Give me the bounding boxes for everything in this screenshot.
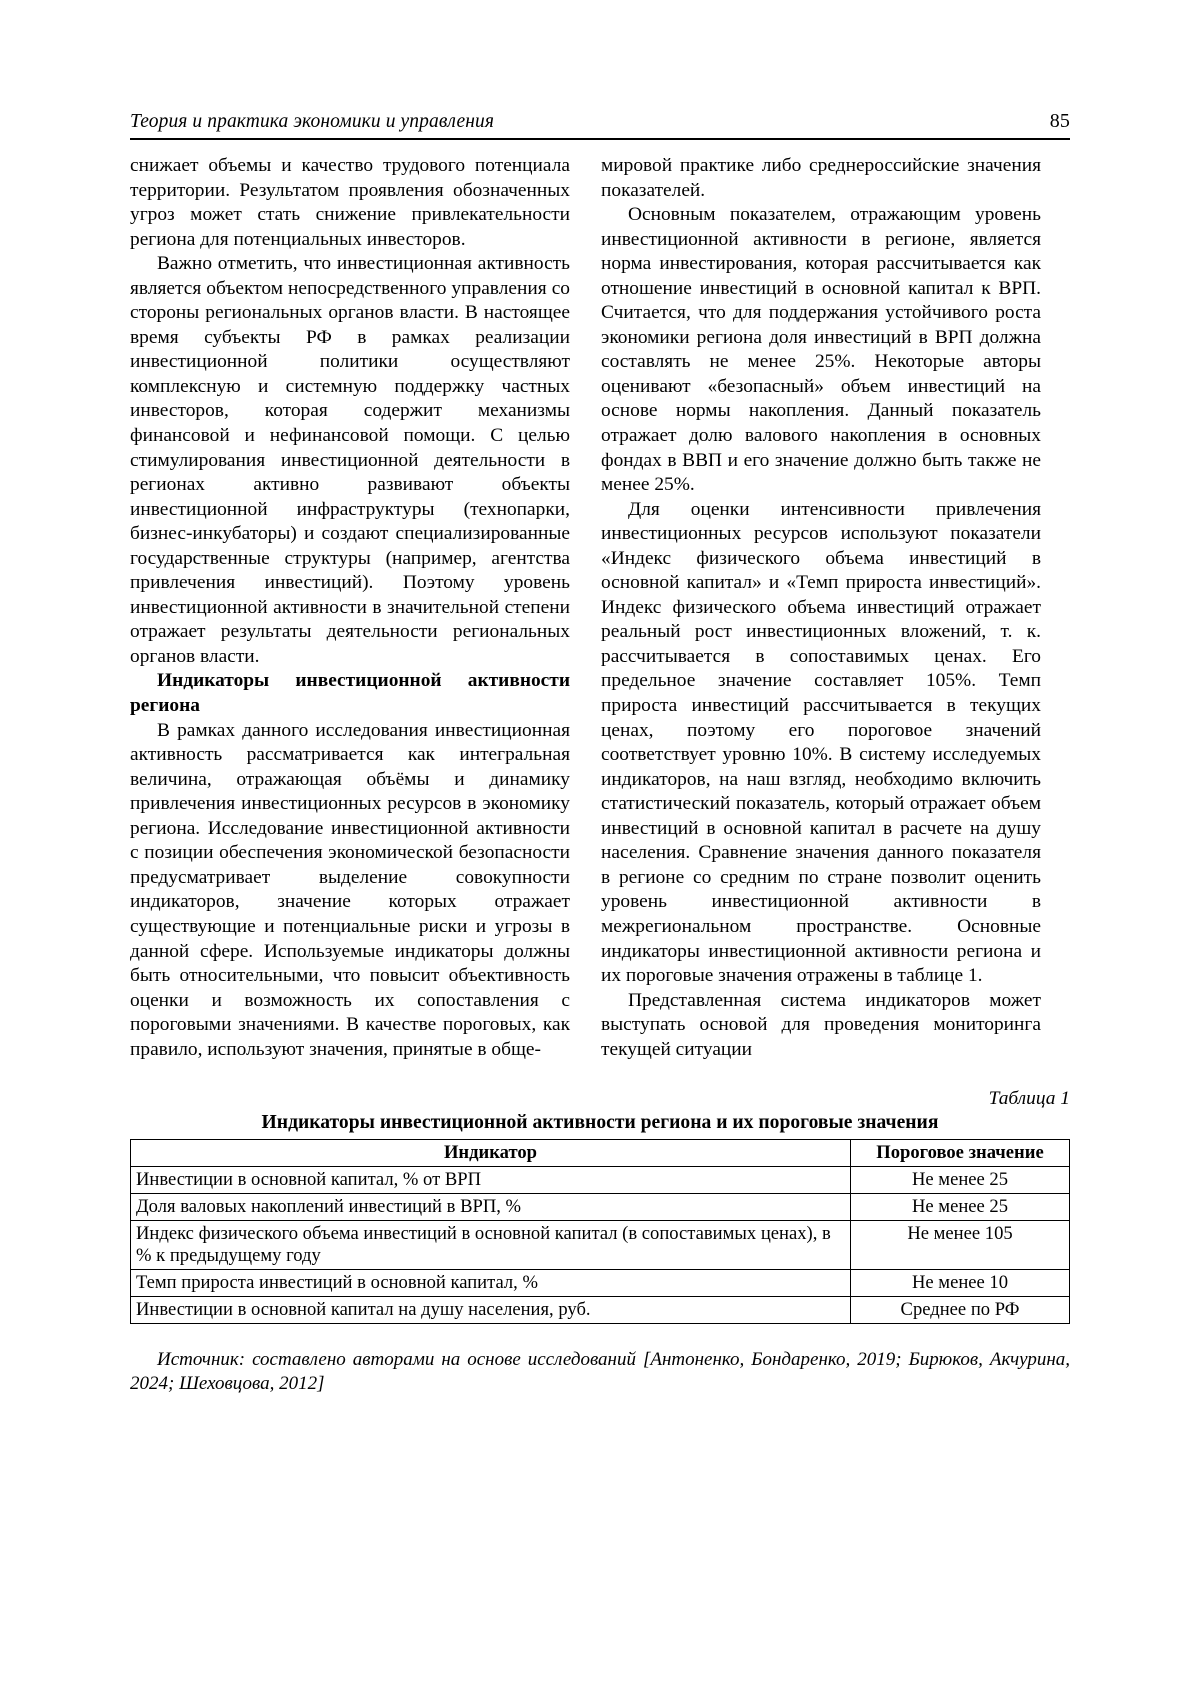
header-divider xyxy=(130,138,1070,140)
page-number: 85 xyxy=(1049,110,1070,132)
paragraph: Для оценки интенсивности привлечения инвестиционных ресурсов используют показатели «Индекс физического объема инвестиций в основной капитал» и «Темп прироста инвестиций». Индекс физического объема инвестиций отражает реальный рост инвестиционных вложений, т. к. рассчитывается в сопоставимых ценах. Его предельное значение составляет 105%. Темп прироста инвестиций рассчитывается в текущих ценах, поэтому его пороговое значений соответствует уровню 10%. В систему исследуемых индикаторов, на наш взгляд, необходимо включить статистический показатель, который отражает объем инвестиций в основной капитал в расчете на душу населения. Сравнение значения данного показателя в регионе со средним по стране позволит оценить уровень инвестиционной активности в межрегиональном пространстве. Основные индикаторы инвестиционной активности региона и их пороговые значения отражены в таблице 1. xyxy=(601,498,1041,987)
paragraph: мировой практике либо среднероссийские значения показателей. xyxy=(601,155,1041,201)
cell-threshold: Не менее 25 xyxy=(851,1194,1070,1221)
table-row xyxy=(131,1221,1070,1270)
table-row xyxy=(131,1269,1070,1296)
cell-indicator: Индекс физического объема инвестиций в основной капитал (в сопоставимых ценах), в % к предыдущему году xyxy=(131,1221,851,1270)
table-row xyxy=(131,1167,1070,1194)
table-caption: Таблица 1 xyxy=(988,1088,1070,1110)
paragraph: В рамках данного исследования инвестиционная активность рассматривается как интегральная величина, отражающая объёмы и динамику привлечения инвестиционных ресурсов в экономику региона. Исследование инвестиционной активности с позиции обеспечения экономической безопасности предусматривает выделение совокупности индикаторов, значение которых отражает существующие и потенциальные риски и угрозы в данной сфере. Используемые индикаторы должны быть относительными, что повысит объективность оценки и возможность их сопоставления с пороговыми значениями. В качестве пороговых, как правило, используют значения, принятые в обще- xyxy=(130,719,570,1060)
cell-threshold: Не менее 25 xyxy=(851,1167,1070,1194)
indicators-table xyxy=(130,1139,1070,1324)
section-heading: Индикаторы инвестиционной активности региона xyxy=(130,670,570,717)
cell-indicator: Темп прироста инвестиций в основной капитал, % xyxy=(131,1269,851,1296)
table-header-row xyxy=(131,1140,1070,1167)
table-row xyxy=(131,1194,1070,1221)
left-column xyxy=(130,154,570,1062)
cell-threshold: Не менее 105 xyxy=(851,1221,1070,1270)
table-title: Индикаторы инвестиционной активности региона и их пороговые значения xyxy=(261,1112,939,1134)
right-column xyxy=(601,154,1041,1062)
paragraph: Основным показателем, отражающим уровень инвестиционной активности в регионе, является норма инвестирования, которая рассчитывается как отношение инвестиций в основной капитал к ВРП. Считается, что для поддержания устойчивого роста экономики региона доля инвестиций в ВРП должна составлять не менее 25%. Некоторые авторы оценивают «безопасный» объем инвестиций на основе нормы накопления. Данный показатель отражает долю валового накопления в основных фондах в ВВП и его значение должно быть также не менее 25%. xyxy=(601,204,1041,496)
page-header xyxy=(130,110,1070,133)
column-header-threshold: Пороговое значение xyxy=(851,1140,1070,1167)
cell-indicator: Инвестиции в основной капитал, % от ВРП xyxy=(131,1167,851,1194)
paragraph: снижает объемы и качество трудового потенциала территории. Результатом проявления обозначенных угроз может стать снижение привлекательности региона для потенциальных инвесторов. xyxy=(130,155,570,250)
paragraph: Важно отметить, что инвестиционная активность является объектом непосредственного управления со стороны региональных органов власти. В настоящее время субъекты РФ в рамках реализации инвестиционной политики осуществляют комплексную и системную поддержку частных инвесторов, которая содержит механизмы финансовой и нефинансовой помощи. С целью стимулирования инвестиционной деятельности в регионах активно развивают объекты инвестиционной инфраструктуры (технопарки, бизнес-инкубаторы) и создают специализированные государственные структуры (например, агентства привлечения инвестиций). Поэтому уровень инвестиционной активности в значительной степени отражает результаты деятельности региональных органов власти. xyxy=(130,253,570,667)
cell-indicator: Инвестиции в основной капитал на душу населения, руб. xyxy=(131,1296,851,1323)
table-row xyxy=(131,1296,1070,1323)
cell-indicator: Доля валовых накоплений инвестиций в ВРП, % xyxy=(131,1194,851,1221)
cell-threshold: Среднее по РФ xyxy=(851,1296,1070,1323)
body-columns xyxy=(130,154,1070,1062)
paragraph: Представленная система индикаторов может выступать основой для проведения мониторинга текущей ситуации xyxy=(601,989,1041,1060)
column-header-indicator: Индикатор xyxy=(131,1140,851,1167)
running-title: Теория и практика экономики и управления xyxy=(130,111,495,132)
table-source-note: Источник: составлено авторами на основе исследований [Антоненко, Бондаренко, 2019; Бирюков, Акчурина, 2024; Шеховцова, 2012] xyxy=(130,1348,1070,1395)
cell-threshold: Не менее 10 xyxy=(851,1269,1070,1296)
